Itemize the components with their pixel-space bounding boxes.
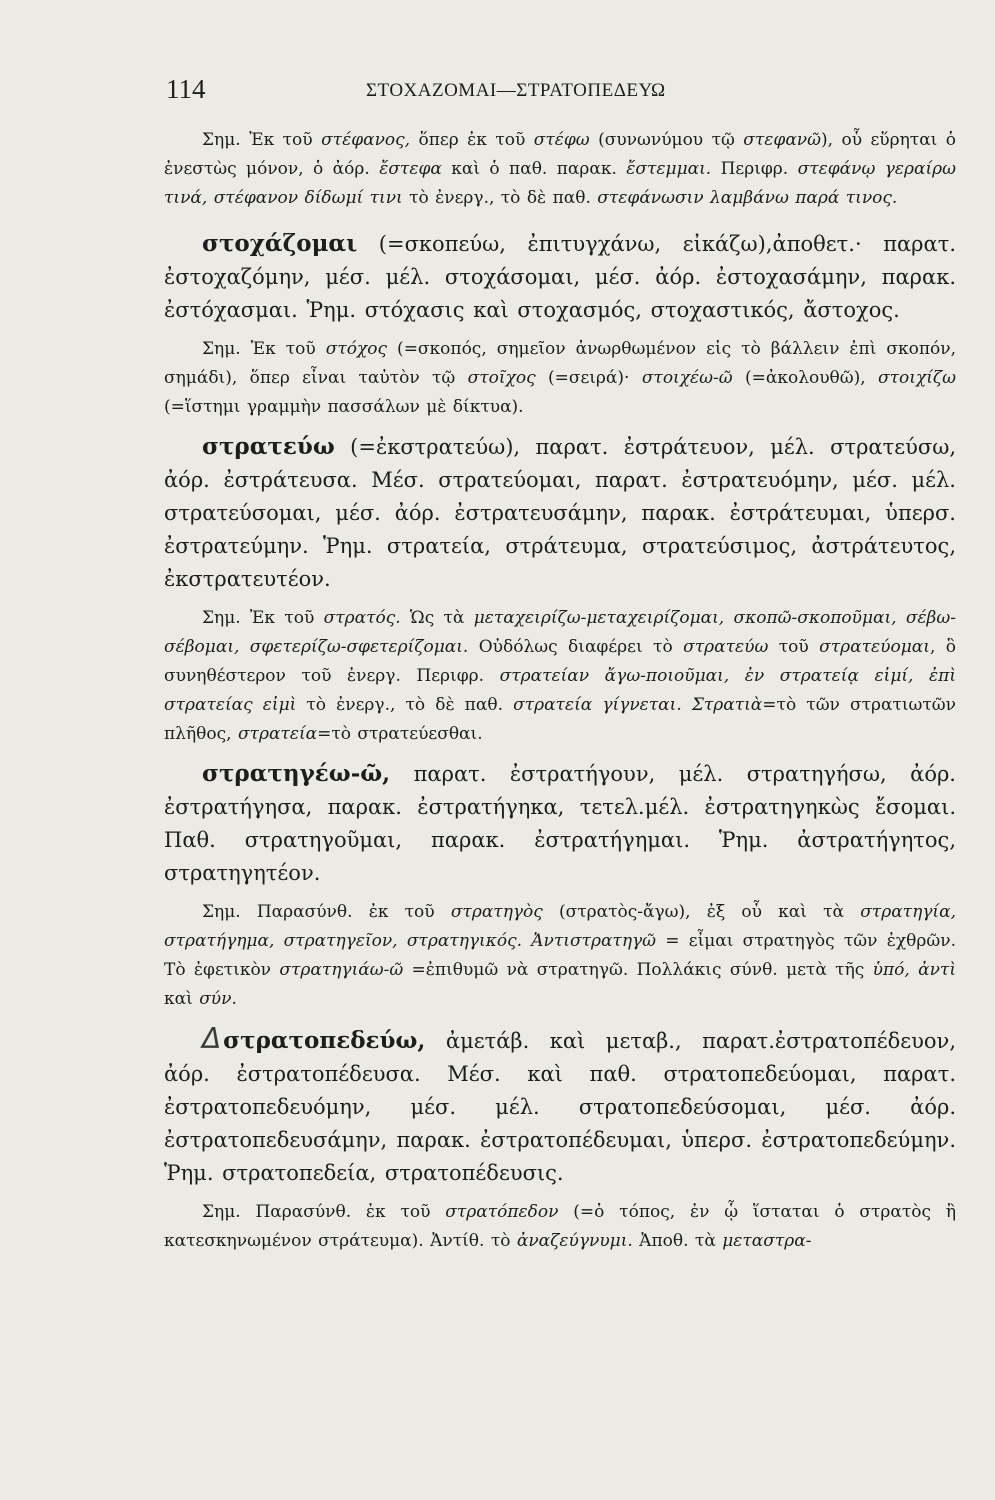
note-text-run: = εἶμαι στρατηγὸς τῶν ἐχθρῶν. Τὸ ἐφετικὸν xyxy=(164,931,956,980)
note-italic-run: στρατεία γίγνεται. Στρατιὰ xyxy=(513,695,763,715)
note-italic-run: στοιχίζω xyxy=(878,368,956,388)
note-text-run: , ὃ συνηθέστερον τοῦ ἐνεργ. Περιφρ. xyxy=(164,637,956,686)
note-italic-run: στέφανος, xyxy=(321,130,411,150)
entry-body: παρατ. ἐστρατήγουν, μέλ. στρατηγήσω, ἀόρ. ἐστρατήγησα, παρακ. ἐστρατήγηκα, τετελ.μέλ. ἐστρατηγηκὼς ἔσομαι. Παθ. στρατηγοῦμαι, παρακ. ἐστρατήγημαι. Ῥημ. ἀστρατήγητος, στρατηγητέον. xyxy=(164,762,956,885)
note-italic-run: στρατεύω xyxy=(683,637,769,657)
note-text-run: (=σειρά)· xyxy=(535,368,642,388)
note-text-run: (=ἵστημι γραμμὴν πασσάλων μὲ δίκτυα). xyxy=(164,397,524,417)
note-italic-run: στεφάνωσιν λαμβάνω παρά τινος. xyxy=(597,188,898,208)
lemma: στρατηγέω-ῶ, xyxy=(202,760,391,787)
note-text-run: (συνωνύμου τῷ xyxy=(589,130,744,150)
note-italic-run: ἔστεφα xyxy=(379,159,442,179)
note-text-run: =ἐπιθυμῶ νὰ στρατηγῶ. Πολλάκις σύνθ. μετὰ τῆς xyxy=(403,960,873,980)
note-text-run: Οὐδόλως διαφέρει τὸ xyxy=(468,637,684,657)
note-italic-run: στεφανῶ xyxy=(743,130,821,150)
entry-body: (=σκοπεύω, ἐπιτυγχάνω, εἰκάζω),ἀποθετ.· παρατ. ἐστοχαζόμην, μέσ. μέλ. στοχάσομαι, μέσ. ἀόρ. ἐστοχασάμην, παρακ. ἐστόχασμαι. Ῥημ. στόχασις καὶ στοχασμός, στοχαστικός, ἄστοχος. xyxy=(164,232,956,322)
entry-stochazomai xyxy=(164,227,956,327)
note-text-run: Ἀποθ. τὰ xyxy=(632,1231,723,1251)
note-text-run: (=σκοπός, σημεῖον ἀνωρθωμένον εἰς τὸ βάλλειν ἐπὶ σκοπόν, σημάδι), ὅπερ εἶναι ταὐτὸν τῷ xyxy=(164,339,956,388)
note-text-run: Σημ. Ἐκ τοῦ xyxy=(202,130,322,150)
note-italic-run: στρατόπεδον xyxy=(445,1202,559,1222)
note-italic-run: στοιχέω-ῶ xyxy=(641,368,733,388)
note-italic-run: στρατείαν ἄγω-ποιοῦμαι, ἐν στρατείᾳ εἰμί, ἐπὶ στρατείας εἰμὶ xyxy=(164,666,956,715)
note-italic-run: στρατηγία, στρατήγημα, στρατηγεῖον, στρατηγικός. Ἀντιστρατηγῶ xyxy=(164,902,956,951)
page-content xyxy=(164,124,956,1262)
note-text-run: τὸ ἐνεργ., τὸ δὲ παθ. xyxy=(402,188,598,208)
note-italic-run: στοῖχος xyxy=(467,368,536,388)
note-italic-run: στρατηγὸς xyxy=(450,902,543,922)
note-italic-run: στέφω xyxy=(533,130,590,150)
entry-strateuo xyxy=(164,430,956,596)
page-header xyxy=(166,74,956,110)
note-stratos xyxy=(164,604,956,749)
note-text-run: Περιφρ. xyxy=(711,159,798,179)
note-italic-run: σύν. xyxy=(199,989,237,1009)
note-text-run: (=ἀκολουθῶ), xyxy=(732,368,879,388)
note-text-run: ὅπερ ἐκ τοῦ xyxy=(410,130,534,150)
note-stefanos xyxy=(164,126,956,213)
note-text-run: Σημ. Ἐκ τοῦ xyxy=(202,339,326,359)
note-text-run: (=ὁ τόπος, ἐν ᾧ ἵσταται ὁ στρατὸς ἢ κατεσκηνωμένον στράτευμα). Ἀντίθ. τὸ xyxy=(164,1202,957,1251)
note-text-run: Σημ. Παρασύνθ. ἐκ τοῦ xyxy=(202,902,451,922)
note-italic-run: στρατηγιάω-ῶ xyxy=(279,960,404,980)
note-text-run: καὶ xyxy=(164,989,200,1009)
note-text-run: (στρατὸς-ἄγω), ἐξ οὗ καὶ τὰ xyxy=(542,902,861,922)
running-head: ΣΤΟΧΑΖΟΜΑΙ—ΣΤΡΑΤΟΠΕΔΕΥΩ xyxy=(366,80,666,101)
note-italic-run: στόχος xyxy=(325,339,388,359)
lemma: στοχάζομαι xyxy=(202,230,358,257)
note-text-run: καὶ ὁ παθ. παρακ. xyxy=(441,159,627,179)
note-italic-run: στρατεία xyxy=(237,724,318,744)
note-text-run: τὸ ἐνεργ., τὸ δὲ παθ. xyxy=(296,695,514,715)
entry-stratopedeuo xyxy=(164,1022,956,1190)
note-text-run: ), οὗ εὕρηται ὁ ἐνεστὼς μόνον, ὁ ἀόρ. xyxy=(164,130,957,179)
note-italic-run: ἔστεμμαι. xyxy=(626,159,712,179)
note-stochos xyxy=(164,335,956,422)
note-stratopedon xyxy=(164,1198,956,1256)
note-text-run: =τὸ στρατεύεσθαι. xyxy=(317,724,483,744)
entry-body: (=ἐκστρατεύω), παρατ. ἐστράτευον, μέλ. στρατεύσω, ἀόρ. ἐστράτευσα. Μέσ. στρατεύομαι, παρατ. ἐστρατευόμην, μέσ. μέλ. στρατεύσομαι, μέσ. ἀόρ. ἐστρατευσάμην, παρακ. ἐστράτευμαι, ὑπερσ. ἐστρατεύμην. Ῥημ. στρατεία, στράτευμα, στρατεύσιμος, ἀστράτευτος, ἐκστρατευτέον. xyxy=(164,435,956,591)
note-italic-run: στρατεύομαι xyxy=(819,637,930,657)
note-strategos xyxy=(164,898,956,1014)
entry-strategeo xyxy=(164,757,956,890)
note-italic-run: ἀναζεύγνυμι. xyxy=(516,1231,633,1251)
lemma: στρατοπεδεύω, xyxy=(223,1027,426,1054)
note-text-run: Σημ. Παρασύνθ. ἐκ τοῦ xyxy=(202,1202,446,1222)
note-italic-run: μεταστρα- xyxy=(722,1231,812,1251)
page-number: 114 xyxy=(166,74,206,104)
note-text-run: Σημ. Ἐκ τοῦ xyxy=(202,608,324,628)
note-italic-run: στεφάνῳ γεραίρω τινά, στέφανον δίδωμί τινι xyxy=(164,159,956,208)
note-italic-run: μεταχειρίζω-μεταχειρίζομαι, σκοπῶ-σκοποῦμαι, σέβω-σέβομαι, σφετερίζω-σφετερίζομαι. xyxy=(164,608,956,657)
note-italic-run: στρατός. xyxy=(323,608,401,628)
note-text-run: τοῦ xyxy=(768,637,820,657)
note-italic-run: ὑπό, ἀντὶ xyxy=(872,960,956,980)
entry-body: ἀμετάβ. καὶ μεταβ., παρατ.ἐστρατοπέδευον, ἀόρ. ἐστρατοπέδευσα. Μέσ. καὶ παθ. στρατοπεδεύομαι, παρατ. ἐστρατοπεδευόμην, μέσ. μέλ. στρατοπεδεύσομαι, μέσ. ἀόρ. ἐστρατοπεδευσάμην, παρακ. ἐστρατοπέδευμαι, ὑπερσ. ἐστρατοπεδεύμην. Ῥημ. στρατοπεδεία, στρατοπέδευσις. xyxy=(164,1029,956,1185)
lemma: στρατεύω xyxy=(202,433,335,460)
note-text-run: Ὡς τὰ xyxy=(400,608,474,628)
handwritten-mark: Δ xyxy=(202,1022,222,1055)
note-text-run: =τὸ τῶν στρατιωτῶν πλῆθος, xyxy=(164,695,957,744)
